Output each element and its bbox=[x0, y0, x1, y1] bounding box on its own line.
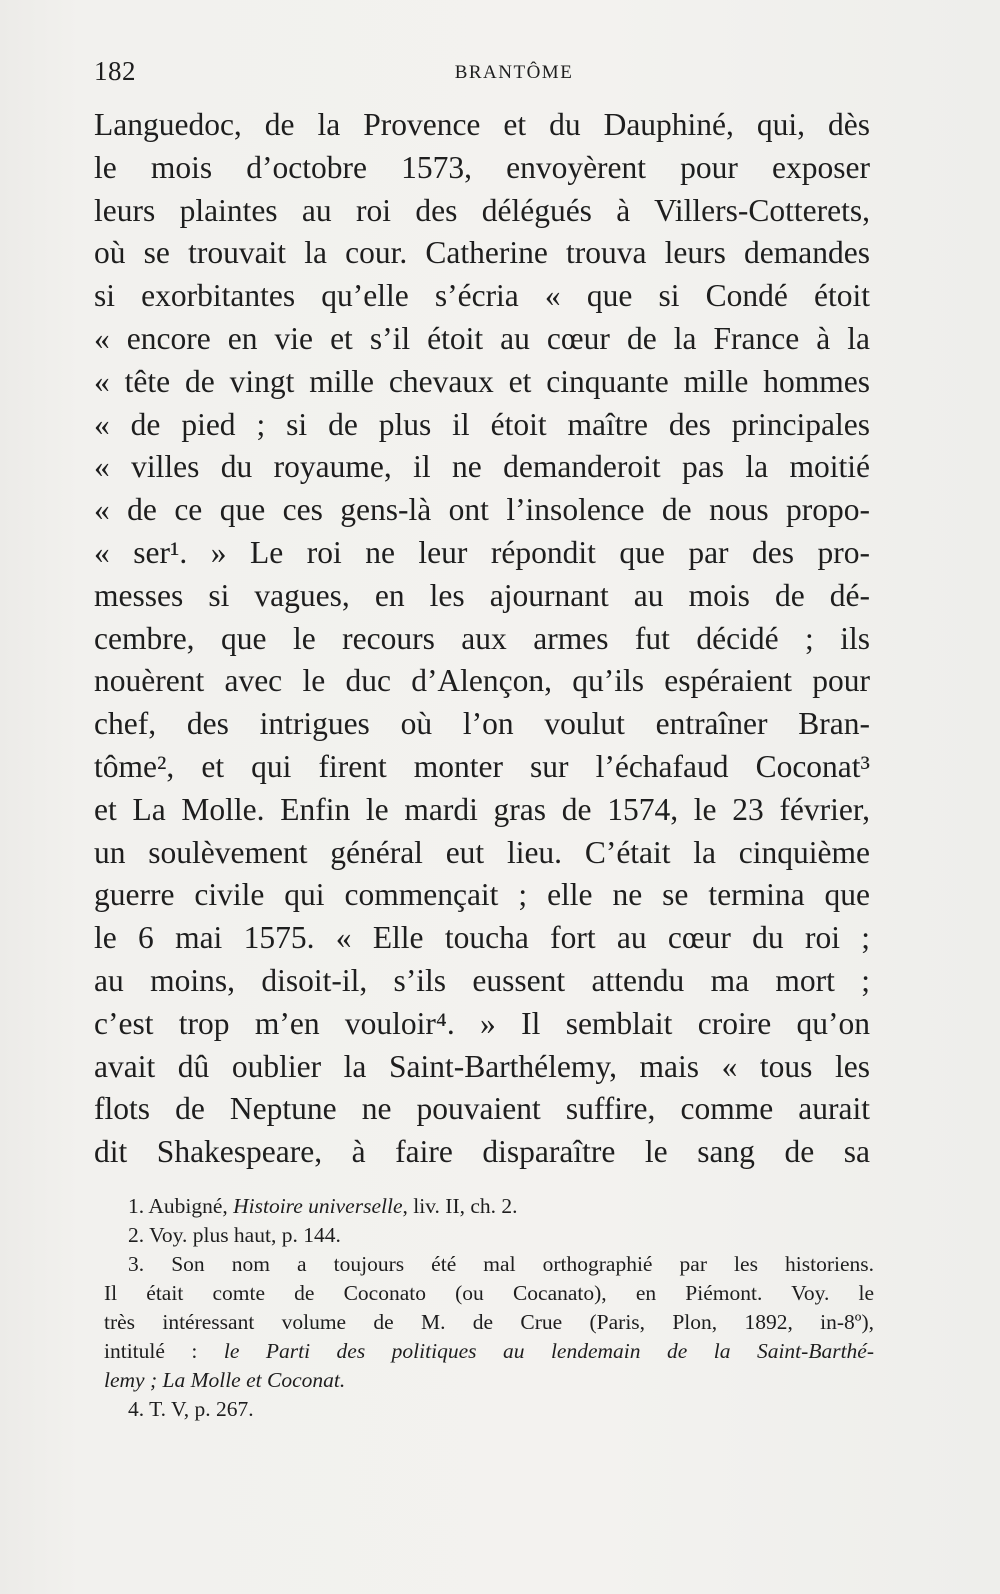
text-line: « encore en vie et s’il étoit au cœur de la France à la bbox=[94, 320, 870, 356]
text-line: si exorbitantes qu’elle s’écria « que si Condé étoit bbox=[94, 278, 870, 314]
text-line: « de pied ; si de plus il étoit maître des principales bbox=[94, 406, 870, 442]
text-line: Languedoc, de la Provence et du Dauphiné, qui, dès bbox=[94, 107, 870, 142]
text-line: tôme², et qui firent monter sur l’échafaud Coconat³ bbox=[94, 748, 870, 784]
text-line: où se trouvait la cour. Catherine trouva leurs demandes bbox=[94, 235, 870, 271]
text-line: et La Molle. Enfin le mardi gras de 1574, le 23 février, bbox=[94, 791, 870, 827]
text-line: guerre civile qui commençait ; elle ne se termina que bbox=[94, 877, 870, 913]
text-line: leurs plaintes au roi des délégués à Villers-Cotterets, bbox=[94, 192, 870, 228]
footnote-3-line bbox=[104, 1337, 874, 1366]
running-head: BRANTÔME bbox=[454, 62, 574, 83]
footnote-3-title-end: lemy ; La Molle et Coconat. bbox=[104, 1368, 346, 1392]
text-line: flots de Neptune ne pouvaient suffire, comme aurait bbox=[94, 1091, 870, 1127]
footnote-1 bbox=[104, 1192, 874, 1221]
footnote-3-line: Il était comte de Coconato (ou Cocanato), en Piémont. Voy. le bbox=[104, 1281, 874, 1305]
text-line: un soulèvement général eut lieu. C’était la cinquième bbox=[94, 834, 870, 870]
footnote-1-text: 1. Aubigné, bbox=[128, 1194, 234, 1218]
text-line: « villes du royaume, il ne demanderoit pas la moitié bbox=[94, 449, 870, 485]
text-line: « tête de vingt mille chevaux et cinquante mille hommes bbox=[94, 363, 870, 399]
page-header bbox=[94, 56, 874, 86]
text-line: le mois d’octobre 1573, envoyèrent pour exposer bbox=[94, 149, 870, 185]
page-number: 182 bbox=[94, 56, 136, 86]
text-line: cembre, que le recours aux armes fut décidé ; ils bbox=[94, 620, 870, 656]
text-line: « ser¹. » Le roi ne leur répondit que par des pro- bbox=[94, 534, 870, 570]
footnote-1-title: Histoire universelle bbox=[233, 1194, 403, 1218]
text-line: avait dû oublier la Saint-Barthélemy, mais « tous les bbox=[94, 1048, 870, 1084]
text-line: messes si vagues, en les ajournant au mois de dé- bbox=[94, 577, 870, 613]
text-line: au moins, disoit-il, s’ils eussent attendu ma mort ; bbox=[94, 962, 870, 998]
text-line: nouèrent avec le duc d’Alençon, qu’ils espéraient pour bbox=[94, 663, 870, 699]
footnote-3-title: le Parti des politiques au lendemain de la Saint-Barthé- bbox=[223, 1339, 874, 1363]
text-line: chef, des intrigues où l’on voulut entraîner Bran- bbox=[94, 706, 870, 742]
footnote-3-intitule: intitulé : bbox=[104, 1339, 224, 1363]
footnote-3-line: 3. Son nom a toujours été mal orthographié par les historiens. bbox=[128, 1252, 874, 1276]
footnote-3-line bbox=[104, 1366, 874, 1395]
body-text bbox=[94, 104, 870, 1174]
text-line: « de ce que ces gens-là ont l’insolence de nous propo- bbox=[94, 492, 870, 528]
text-line: dit Shakespeare, à faire disparaître le sang de sa bbox=[94, 1134, 870, 1170]
footnote-3-line: très intéressant volume de M. de Crue (Paris, Plon, 1892, in-8º), bbox=[104, 1310, 874, 1334]
footnote-4: 4. T. V, p. 267. bbox=[128, 1397, 254, 1421]
text-line: c’est trop m’en vouloir⁴. » Il semblait croire qu’on bbox=[94, 1005, 870, 1041]
footnote-2: 2. Voy. plus haut, p. 144. bbox=[128, 1223, 341, 1247]
footnote-1-ref: , liv. II, ch. 2. bbox=[402, 1194, 518, 1218]
footnotes bbox=[104, 1192, 874, 1424]
text-line: le 6 mai 1575. « Elle toucha fort au cœur du roi ; bbox=[94, 920, 870, 956]
